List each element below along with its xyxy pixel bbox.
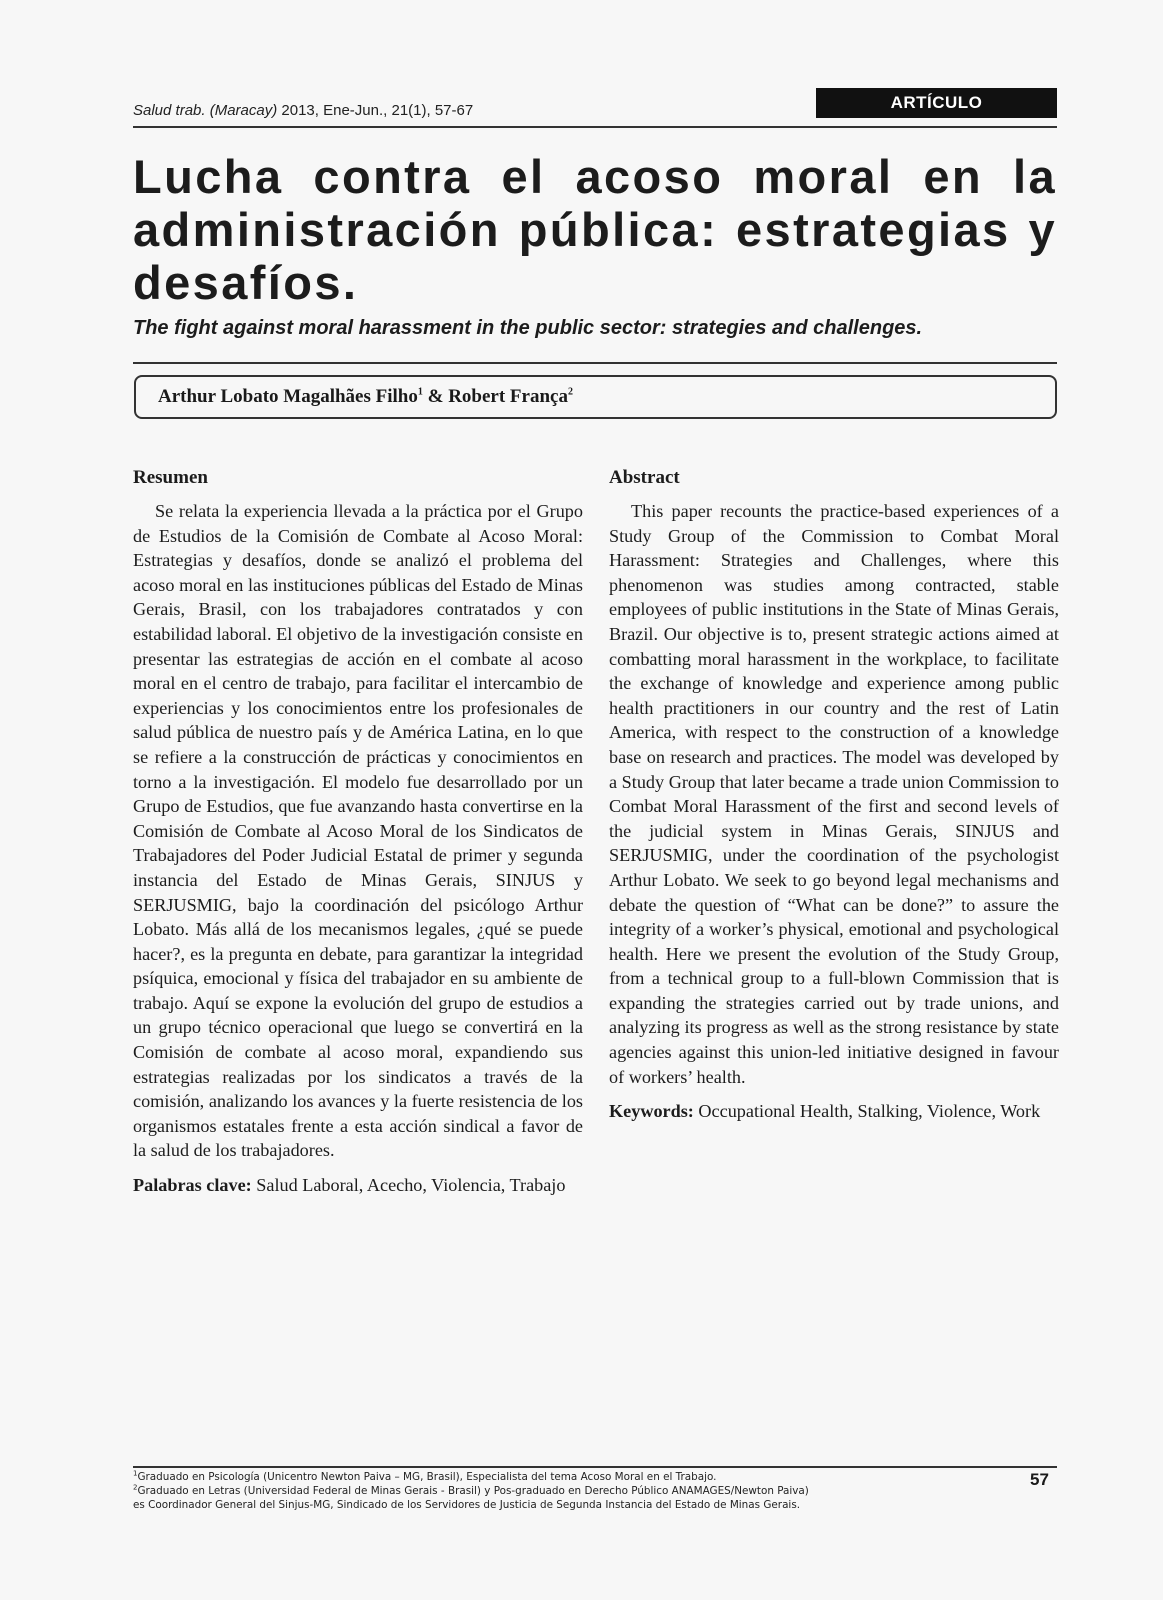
section-badge: ARTÍCULO (816, 88, 1057, 118)
article-subtitle: The fight against moral harassment in the public sector: strategies and challenges. (133, 317, 923, 339)
footnote-1-mark: 1 (133, 1469, 138, 1478)
footnote-1 (133, 1470, 953, 1484)
author-1-footnote-mark: 1 (417, 386, 423, 398)
page-number: 57 (1030, 1470, 1049, 1489)
abstract-heading: Abstract (609, 467, 680, 488)
footnotes (133, 1470, 953, 1512)
abstract-column (609, 466, 1059, 1124)
resumen-keywords (133, 1173, 583, 1198)
journal-name: Salud trab. (Maracay) (133, 102, 278, 119)
author-1: Arthur Lobato Magalhães Filho (158, 386, 418, 407)
authors-box (134, 375, 1057, 419)
abstract-keywords-label: Keywords: (609, 1101, 694, 1122)
author-2-footnote-mark: 2 (567, 386, 573, 398)
title-rule (133, 362, 1057, 364)
header-rule (133, 126, 1057, 128)
article-title: Lucha contra el acoso moral en la administración pública: estrategias y desafíos. (133, 150, 1057, 309)
journal-citation: 2013, Ene-Jun., 21(1), 57-67 (277, 102, 474, 119)
author-separator: & (422, 386, 449, 407)
resumen-keywords-list: Salud Laboral, Acecho, Violencia, Trabajo (251, 1175, 566, 1196)
resumen-text: Se relata la experiencia llevada a la práctica por el Grupo de Estudios de la Comisión de Combate al Acoso Moral: Estrategias y desafíos, donde se analizó el problema del acoso moral en las instituciones públicas del Estado de Minas Gerais, Brasil, con los trabajadores contratados y con estabilidad laboral. El objetivo de la investigación consiste en presentar las estrategias de acción en el combate al acoso moral en el centro de trabajo, para facilitar el intercambio de experiencias y los conocimientos entre los profesionales de salud pública de nuestro país y de América Latina, en lo que se refiere a la construcción de prácticas y conocimientos en torno a la investigación. El modelo fue desarrollado por un Grupo de Estudios, que fue avanzando hasta convertirse en la Comisión de Combate al Acoso Moral de los Sindicatos de Trabajadores del Poder Judicial Estatal de primer y segunda instancia del Estado de Minas Gerais, SINJUS y SERJUSMIG, bajo la coordinación del psicólogo Arthur Lobato. Más allá de los mecanismos legales, ¿qué se puede hacer?, es la pregunta en debate, para garantizar la integridad psíquica, emocional y física del trabajador en su ambiente de trabajo. Aquí se expone la evolución del grupo de estudios a un grupo técnico operacional que luego se convertirá en la Comisión de combate al acoso moral, expandiendo sus estrategias realizadas por los sindicatos a través de la comisión, analizando los avances y la fuerte resistencia de los organismos estatales frente a esta acción sindical a favor de la salud de los trabajadores. (133, 501, 583, 1161)
footnote-1-text: Graduado en Psicología (Unicentro Newton Paiva – MG, Brasil), Especialista del tema Acoso Moral en el Trabajo. (137, 1471, 717, 1483)
abstract-keywords (609, 1099, 1059, 1124)
running-header (133, 102, 473, 119)
resumen-column (133, 466, 583, 1198)
footnote-2-mark: 2 (133, 1483, 138, 1492)
footnote-2-text: Graduado en Letras (Universidad Federal de Minas Gerais - Brasil) y Pos-graduado en Derecho Público ANAMAGES/Newton Paiva) (137, 1485, 809, 1497)
footnote-2 (133, 1484, 953, 1498)
footnote-2-continued: es Coordinador General del Sinjus-MG, Sindicado de los Servidores de Justicia de Segunda Instancia del Estado de Minas Gerais. (133, 1499, 801, 1511)
abstract-text: This paper recounts the practice-based experiences of a Study Group of the Commission to Combat Moral Harassment: Strategies and Challenges, where this phenomenon was studies among contracted, stable employees of public institutions in the State of Minas Gerais, Brazil. Our objective is to, present strategic actions aimed at combatting moral harassment in the workplace, to facilitate the exchange of knowledge and experience among public health practitioners in our country and the rest of Latin America, with respect to the construction of a knowledge base on research and practices. The model was developed by a Study Group that later became a trade union Commission to Combat Moral Harassment of the first and second levels of the judicial system in Minas Gerais, SINJUS and SERJUSMIG, under the coordination of the psychologist Arthur Lobato. We seek to go beyond legal mechanisms and debate the question of “What can be done?” to assure the integrity of a worker’s physical, emotional and psychological health. Here we present the evolution of the Study Group, from a technical group to a full-blown Commission that is expanding the strategies carried out by trade unions, and analyzing its progress as well as the strong resistance by state agencies against this union-led initiative designed in favour of workers’ health. (609, 501, 1059, 1087)
footnote-rule (133, 1466, 1057, 1468)
resumen-keywords-label: Palabras clave: (133, 1175, 252, 1196)
author-2: Robert França (448, 386, 568, 407)
abstract-keywords-list: Occupational Health, Stalking, Violence, Work (693, 1101, 1041, 1122)
resumen-heading: Resumen (133, 467, 208, 488)
